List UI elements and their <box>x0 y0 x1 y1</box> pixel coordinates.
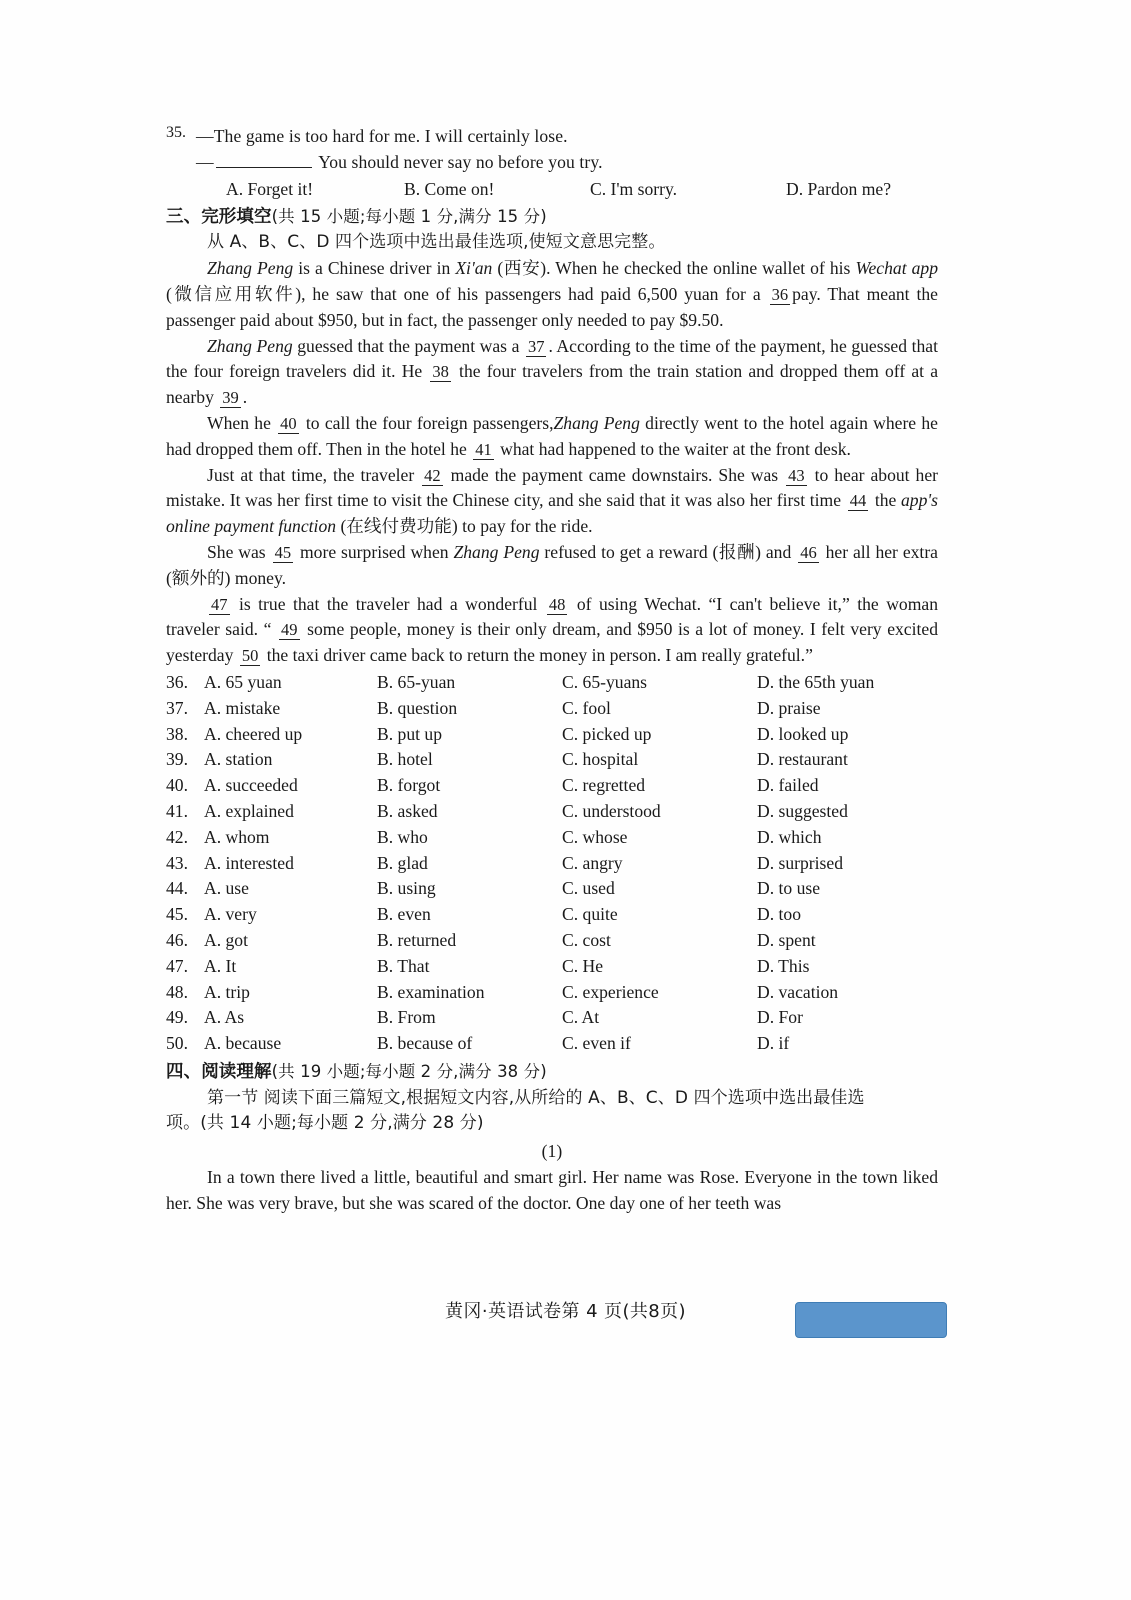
option-c[interactable]: C. At <box>562 1007 600 1028</box>
section-3-heading-detail: (共 15 小题;每小题 1 分,满分 15 分) <box>271 206 547 226</box>
cloze-p1-t2: is a Chinese driver in <box>293 258 456 279</box>
cloze-p6-t3: some people, money is their only dream, and $950 is a lot of money. I felt very excited yesterday <box>166 619 938 666</box>
cloze-p6-t4: the taxi driver came back to return the money in person. I am really grateful.” <box>262 645 813 666</box>
cloze-blank-48: 48 <box>548 594 566 614</box>
cloze-p2-t4: the four travelers from the train station and dropped them off at a nearby <box>166 361 939 408</box>
option-c[interactable]: C. used <box>562 878 615 899</box>
option-a[interactable]: A. very <box>204 904 257 925</box>
cloze-p3-t4: directly went to the hotel again where he had dropped them off. Then in the hotel he <box>166 412 938 459</box>
option-b[interactable]: B. put up <box>377 723 443 744</box>
option-row <box>166 980 938 1006</box>
cloze-p4-t3: to hear about her mistake. It was her first time to visit the Chinese city, and she said that it was also her first time <box>166 464 939 511</box>
option-row-number: 45. <box>166 904 188 925</box>
question-35-stem-line-2 <box>196 150 938 176</box>
option-c[interactable]: C. whose <box>562 826 628 847</box>
cloze-p2-name: Zhang Peng <box>207 335 293 356</box>
option-c[interactable]: C. picked up <box>562 723 652 744</box>
option-b[interactable]: B. glad <box>377 852 428 873</box>
cloze-p5-t2: more surprised when <box>295 541 454 562</box>
option-b[interactable]: B. forgot <box>377 775 441 796</box>
option-c[interactable]: C. cost <box>562 929 611 950</box>
option-row <box>166 722 938 748</box>
reading-passage-1-text: In a town there lived a little, beautiful and smart girl. Her name was Rose. Everyone in the town liked her. She was very brave, but she was scared of the doctor. One day one of her teeth was <box>166 1167 938 1213</box>
cloze-p3-t1: When he <box>207 412 277 433</box>
option-b[interactable]: B. using <box>377 878 436 899</box>
option-row-number: 44. <box>166 878 188 899</box>
option-b[interactable]: B. 65-yuan <box>377 671 456 692</box>
question-35-options <box>196 176 938 202</box>
option-a[interactable]: A. got <box>204 929 248 950</box>
option-b[interactable]: B. That <box>377 955 430 976</box>
section-4-heading-detail: (共 19 小题;每小题 2 分,满分 38 分) <box>271 1061 547 1081</box>
reading-passage-label: (1) <box>541 1141 563 1162</box>
option-a[interactable]: A. It <box>204 955 237 976</box>
option-d[interactable]: D. failed <box>757 775 819 796</box>
cloze-blank-38: 38 <box>432 362 449 382</box>
cloze-p4-t4: the <box>870 490 901 511</box>
option-d[interactable]: D. which <box>757 826 822 847</box>
option-row <box>166 851 938 877</box>
option-b[interactable]: B. hotel <box>377 749 433 770</box>
option-c[interactable]: C. even if <box>562 1033 631 1054</box>
option-c[interactable]: C. understood <box>562 800 661 821</box>
question-35-stem-rest: You should never say no before you try. <box>318 151 603 172</box>
page-footer: 黄冈·英语试卷第 4 页(共8页) <box>445 1301 686 1322</box>
cloze-p4-function: app's online payment function <box>166 490 938 537</box>
question-35-option-d[interactable]: D. Pardon me? <box>786 178 892 199</box>
option-a[interactable]: A. trip <box>204 981 250 1002</box>
option-row-number: 39. <box>166 749 188 770</box>
option-row-number: 41. <box>166 800 188 821</box>
cloze-blank-45: 45 <box>274 542 292 562</box>
option-b[interactable]: B. even <box>377 904 431 925</box>
cloze-p5-t4: refused to get a reward (报酬) and <box>539 541 797 562</box>
cloze-p1-t6: (微信应用软件), he saw that one of his passengers had paid 6,500 yuan for a <box>166 283 768 304</box>
section-4-heading: 四、阅读理解 <box>166 1061 272 1082</box>
option-a[interactable]: A. explained <box>204 800 294 821</box>
cloze-p3-name: Zhang Peng <box>553 412 640 433</box>
option-d[interactable]: D. too <box>757 904 801 925</box>
cloze-p1-t7: pay. That meant the passenger paid about $950, but in fact, the passenger only needed to pay $9.50. <box>166 283 938 330</box>
cloze-p2-t3: . According to the time of the payment, he guessed that the four foreign travelers did it. He <box>166 335 938 382</box>
option-row-number: 43. <box>166 852 188 873</box>
option-row <box>166 954 938 980</box>
section-4-part1-line-2: 项。(共 14 小题;每小题 2 分,满分 28 分) <box>166 1113 484 1134</box>
cloze-blank-39: 39 <box>222 388 239 408</box>
cloze-blank-49: 49 <box>281 620 298 640</box>
cloze-paragraph-2 <box>166 334 938 411</box>
question-35-dash: — <box>196 151 214 172</box>
cloze-blank-41: 41 <box>475 439 492 459</box>
option-row <box>166 747 938 773</box>
cloze-blank-37: 37 <box>527 336 545 356</box>
section-3-heading-row <box>166 204 938 231</box>
option-d[interactable]: D. This <box>757 955 810 976</box>
page-content <box>166 124 938 1217</box>
option-d[interactable]: D. the 65th yuan <box>757 671 875 692</box>
question-35-answer-blank <box>216 167 312 168</box>
option-row-number: 48. <box>166 981 188 1002</box>
cloze-p2-t5: . <box>242 387 248 408</box>
cloze-p1-app: Wechat app <box>855 258 939 279</box>
option-c[interactable]: C. angry <box>562 852 623 873</box>
option-d[interactable]: D. if <box>757 1033 790 1054</box>
cloze-p5-t5: her all her extra (额外的) money. <box>166 541 938 588</box>
cloze-p2-t2: guessed that the payment was a <box>292 335 524 356</box>
option-b[interactable]: B. asked <box>377 800 438 821</box>
cloze-p6-t1: is true that the traveler had a wonderful <box>231 593 545 614</box>
option-row-number: 36. <box>166 671 188 692</box>
option-d[interactable]: D. suggested <box>757 800 848 821</box>
option-d[interactable]: D. restaurant <box>757 749 848 770</box>
question-35-stem-line-1: —The game is too hard for me. I will certainly lose. <box>196 126 568 146</box>
cloze-options-list <box>166 670 938 1057</box>
cloze-p5-t1: She was <box>207 541 271 562</box>
cloze-blank-46: 46 <box>800 542 817 562</box>
cloze-p4-t1: Just at that time, the traveler <box>207 464 421 485</box>
option-c[interactable]: C. experience <box>562 981 659 1002</box>
option-a[interactable]: A. mistake <box>204 697 281 718</box>
cloze-p4-t6: (在线付费功能) to pay for the ride. <box>336 516 593 537</box>
option-c[interactable]: C. 65-yuans <box>562 671 648 692</box>
option-d[interactable]: D. For <box>757 1007 803 1028</box>
cloze-p1-t4: (西安). When he checked the online wallet of his <box>492 258 856 279</box>
option-b[interactable]: B. From <box>377 1007 436 1028</box>
question-35 <box>166 124 938 202</box>
option-a[interactable]: A. cheered up <box>204 723 303 744</box>
option-a[interactable]: A. interested <box>204 852 294 873</box>
option-row-number: 49. <box>166 1007 188 1028</box>
option-c[interactable]: C. regretted <box>562 775 646 796</box>
option-a[interactable]: A. succeeded <box>204 775 298 796</box>
cloze-paragraph-6 <box>166 592 938 669</box>
cloze-blank-42: 42 <box>424 465 441 485</box>
cloze-blank-43: 43 <box>788 465 805 485</box>
question-35-number: 35. <box>166 124 186 141</box>
option-b[interactable]: B. because of <box>377 1033 473 1054</box>
cloze-blank-44: 44 <box>849 491 867 511</box>
option-c[interactable]: C. quite <box>562 904 618 925</box>
cloze-paragraph-4 <box>166 463 938 540</box>
section-4-part1-line-1: 第一节 阅读下面三篇短文,根据短文内容,从所给的 A、B、C、D 四个选项中选出最佳选 <box>207 1087 865 1108</box>
option-row-number: 42. <box>166 826 188 847</box>
option-row <box>166 928 938 954</box>
option-c[interactable]: C. He <box>562 955 604 976</box>
cloze-blank-40: 40 <box>280 413 297 433</box>
option-row-number: 47. <box>166 955 188 976</box>
option-d[interactable]: D. to use <box>757 878 821 899</box>
option-row-number: 50. <box>166 1033 188 1054</box>
question-35-option-c[interactable]: C. I'm sorry. <box>590 178 678 199</box>
option-a[interactable]: A. whom <box>204 826 270 847</box>
option-c[interactable]: C. hospital <box>562 749 639 770</box>
cloze-paragraph-1 <box>166 256 938 333</box>
option-b[interactable]: B. examination <box>377 981 485 1002</box>
cloze-p4-t2: made the payment came downstairs. She was <box>444 464 785 485</box>
option-row <box>166 902 938 928</box>
option-row <box>166 696 938 722</box>
option-b[interactable]: B. question <box>377 697 458 718</box>
option-row <box>166 773 938 799</box>
option-a[interactable]: A. station <box>204 749 273 770</box>
cloze-blank-36: 36 <box>771 284 789 304</box>
cloze-p3-t5: what had happened to the waiter at the front desk. <box>495 438 851 459</box>
cloze-p1-name: Zhang Peng <box>207 258 294 279</box>
option-row <box>166 876 938 902</box>
option-row <box>166 1005 938 1031</box>
cloze-paragraph-5 <box>166 540 938 592</box>
option-c[interactable]: C. fool <box>562 697 611 718</box>
section-3-heading: 三、完形填空 <box>166 206 272 227</box>
cloze-blank-50: 50 <box>241 646 259 666</box>
cloze-p5-name: Zhang Peng <box>453 541 540 562</box>
option-row <box>166 825 938 851</box>
option-row <box>166 799 938 825</box>
option-row-number: 46. <box>166 929 188 950</box>
option-a[interactable]: A. because <box>204 1033 282 1054</box>
cloze-p6-t2: of using Wechat. “I can't believe it,” the woman traveler said. “ <box>166 593 938 640</box>
option-d[interactable]: D. praise <box>757 697 821 718</box>
cloze-p3-t2: to call the four foreign passengers, <box>300 412 554 433</box>
option-row-number: 37. <box>166 697 188 718</box>
option-a[interactable]: A. As <box>204 1007 245 1028</box>
option-b[interactable]: B. who <box>377 826 428 847</box>
question-35-option-a[interactable]: A. Forget it! <box>226 178 314 199</box>
option-a[interactable]: A. use <box>204 878 249 899</box>
option-d[interactable]: D. spent <box>757 929 816 950</box>
option-row-number: 40. <box>166 775 188 796</box>
question-35-option-b[interactable]: B. Come on! <box>404 178 495 199</box>
option-row <box>166 1031 938 1057</box>
option-d[interactable]: D. vacation <box>757 981 839 1002</box>
option-d[interactable]: D. surprised <box>757 852 844 873</box>
section-4-heading-row <box>166 1059 938 1086</box>
option-row <box>166 670 938 696</box>
option-row-number: 38. <box>166 723 188 744</box>
section-3-instruction: 从 A、B、C、D 四个选项中选出最佳选项,使短文意思完整。 <box>207 232 666 253</box>
option-d[interactable]: D. looked up <box>757 723 849 744</box>
cloze-p1-city: Xi'an <box>455 258 493 279</box>
cloze-paragraph-3 <box>166 411 938 463</box>
cloze-blank-47: 47 <box>211 594 228 614</box>
option-b[interactable]: B. returned <box>377 929 457 950</box>
option-a[interactable]: A. 65 yuan <box>204 671 282 692</box>
